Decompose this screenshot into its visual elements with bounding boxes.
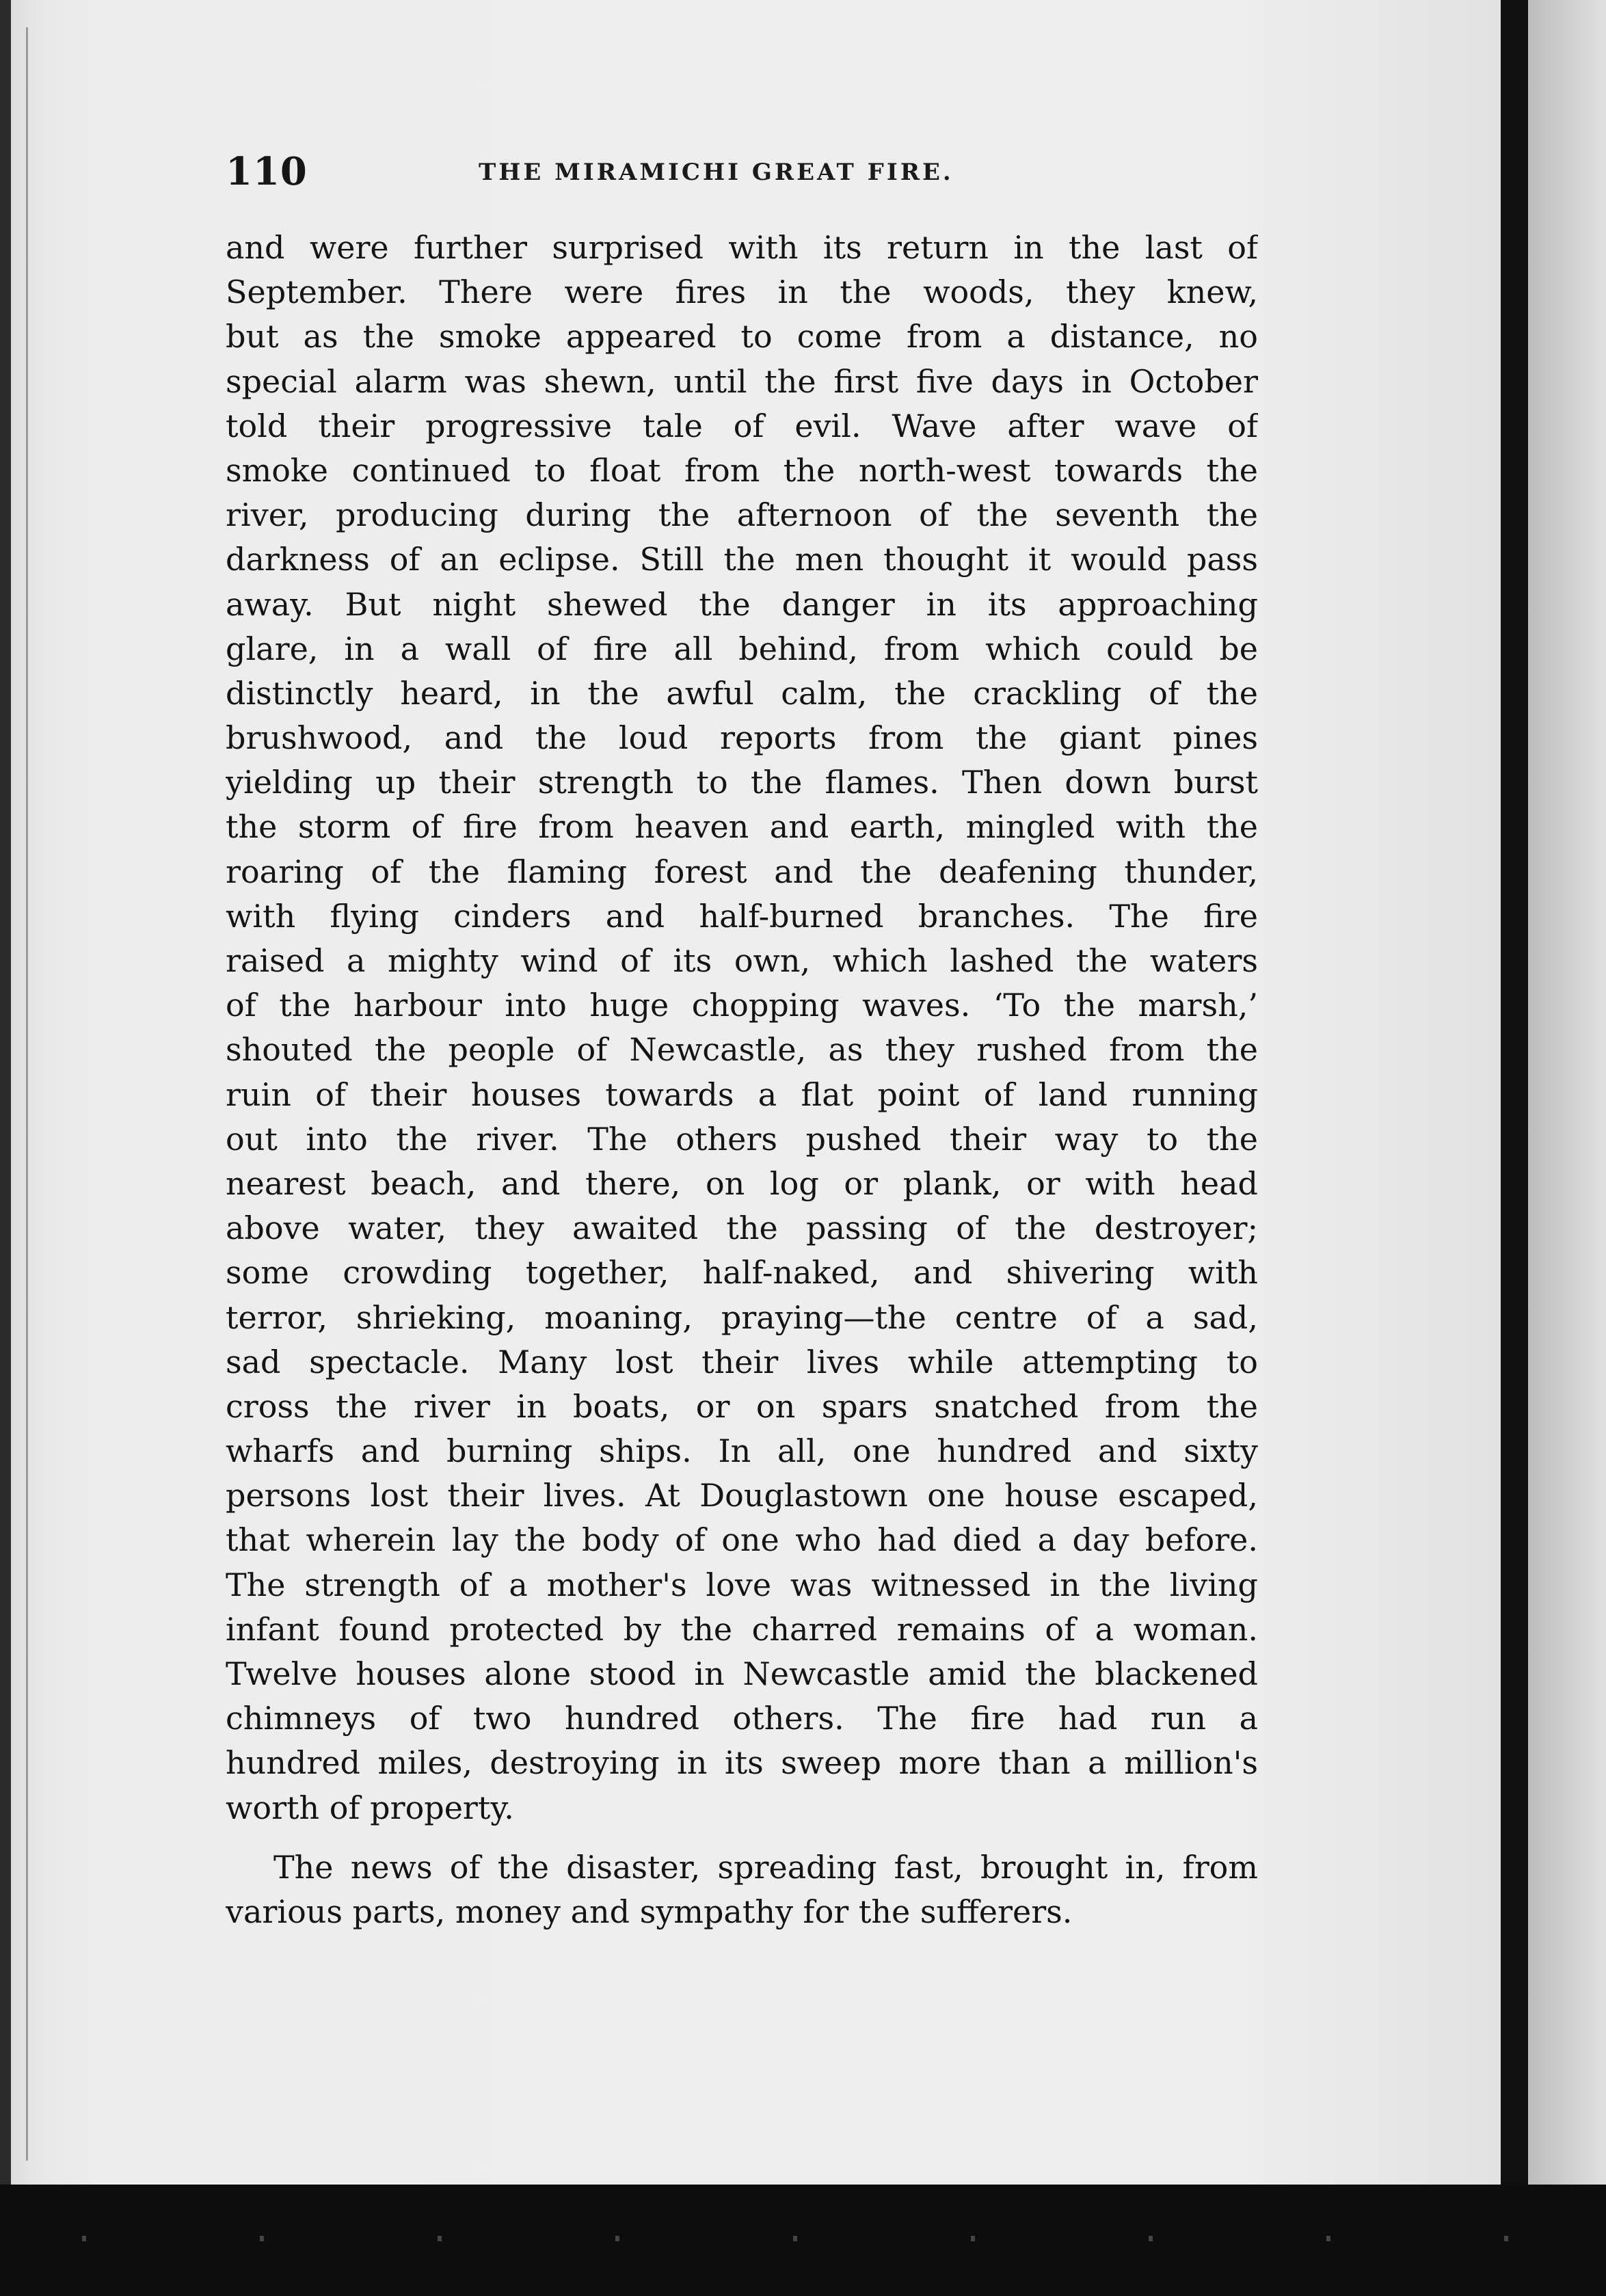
text-line: brushwood, and the loud reports from the giant pines <box>226 719 1258 757</box>
text-line: cross the river in boats, or on spars snatched from the <box>226 1387 1258 1425</box>
text-line: various parts, money and sympathy for the sufferers. <box>226 1893 1073 1930</box>
text-line: out into the river. The others pushed their way to the <box>226 1120 1258 1158</box>
text-line: and were further surprised with its return in the last of <box>226 229 1258 266</box>
text-line: of the harbour into huge chopping waves. ‘To the marsh,’ <box>226 987 1258 1024</box>
left-spine-shadow <box>0 0 11 2296</box>
text-line: persons lost their lives. At Douglastown one house escaped, <box>226 1477 1258 1514</box>
body-text <box>226 226 1258 1934</box>
text-line: nearest beach, and there, on log or plank, or with head <box>226 1164 1258 1202</box>
text-line: away. But night shewed the danger in its approaching <box>226 585 1258 623</box>
page-inner-edge <box>26 27 28 2161</box>
text-line: special alarm was shewn, until the first five days in October <box>226 362 1258 400</box>
text-line: darkness of an eclipse. Still the men thought it would pass <box>226 541 1258 578</box>
text-line: told their progressive tale of evil. Wave after wave of <box>226 407 1258 444</box>
paragraph-gap <box>226 1830 1258 1845</box>
text-line: The strength of a mother's love was witnessed in the living <box>226 1566 1258 1603</box>
text-line: distinctly heard, in the awful calm, the crackling of the <box>226 674 1258 712</box>
running-head: THE MIRAMICHI GREAT FIRE. <box>479 159 954 186</box>
gutter-shadow <box>1501 0 1528 2185</box>
text-line: chimneys of two hundred others. The fire had run a <box>226 1700 1258 1737</box>
text-line: with flying cinders and half-burned branches. The fire <box>226 897 1258 935</box>
text-line: river, producing during the afternoon of the seventh the <box>226 496 1258 534</box>
text-line: worth of property. <box>226 1789 514 1826</box>
paragraph-2 <box>226 1845 1258 1934</box>
text-line: yielding up their strength to the flames. Then down burst <box>226 764 1258 801</box>
text-line: infant found protected by the charred remains of a woman. <box>226 1610 1258 1648</box>
text-line: the storm of fire from heaven and earth, mingled with the <box>226 808 1258 846</box>
text-line: shouted the people of Newcastle, as they rushed from the <box>226 1031 1258 1069</box>
text-line: but as the smoke appeared to come from a distance, no <box>226 318 1258 356</box>
text-line: The news of the disaster, spreading fast, brought in, from <box>273 1848 1258 1886</box>
text-line: raised a mighty wind of its own, which lashed the waters <box>226 942 1258 979</box>
text-line: September. There were fires in the woods, they knew, <box>226 273 1258 311</box>
paragraph-1 <box>226 226 1258 1830</box>
page-header <box>226 149 1265 194</box>
text-line: that wherein lay the body of one who had died a day before. <box>226 1521 1258 1559</box>
facing-page-edge <box>1528 0 1606 2185</box>
text-line: hundred miles, destroying in its sweep more than a million's <box>226 1744 1258 1782</box>
text-line: terror, shrieking, moaning, praying—the centre of a sad, <box>226 1298 1258 1336</box>
scan-specks <box>0 2236 1606 2241</box>
text-line: glare, in a wall of fire all behind, from which could be <box>226 630 1258 667</box>
text-line: wharfs and burning ships. In all, one hundred and sixty <box>226 1432 1258 1470</box>
text-line: ruin of their houses towards a flat point of land running <box>226 1076 1258 1113</box>
text-line: smoke continued to float from the north-west towards the <box>226 451 1258 489</box>
page-number: 110 <box>226 149 308 194</box>
text-line: Twelve houses alone stood in Newcastle amid the blackened <box>226 1655 1258 1692</box>
text-line: sad spectacle. Many lost their lives while attempting to <box>226 1343 1258 1380</box>
text-line: some crowding together, half-naked, and shivering with <box>226 1254 1258 1292</box>
text-line: roaring of the flaming forest and the deafening thunder, <box>226 853 1258 890</box>
text-line: above water, they awaited the passing of the destroyer; <box>226 1210 1258 1247</box>
